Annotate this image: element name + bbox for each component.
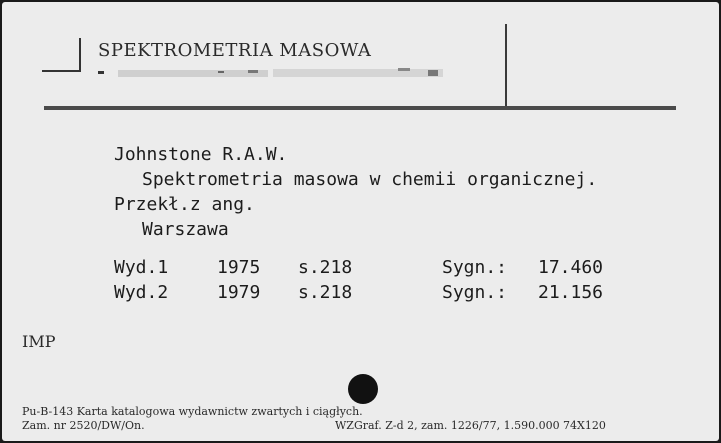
edition-2-sygn: 21.156 (538, 282, 604, 303)
vertical-rule (505, 24, 507, 106)
book-title: Spektrometria masowa w chemii organicznej. (142, 169, 598, 190)
author: Johnstone R.A.W. (114, 144, 288, 165)
footer-printer-info: WZGraf. Z-d 2, zam. 1226/77, 1.590.000 74X120 (335, 419, 606, 432)
footer-order-number: Zam. nr 2520/DW/On. (22, 419, 145, 432)
edition-2-pages: s.218 (298, 282, 353, 303)
smudged-subheading (98, 66, 443, 80)
edition-1-sygn: 17.460 (538, 257, 604, 278)
edition-2-label: Wyd.2 (114, 282, 169, 303)
edition-2-sygn-label: Sygn.: (442, 282, 508, 303)
punch-hole (348, 374, 378, 404)
translation-note: Przekł.z ang. (114, 194, 255, 215)
footer-line-1: Pu-B-143 Karta katalogowa wydawnictw zwartych i ciągłych. (22, 405, 363, 418)
subject-heading: SPEKTROMETRIA MASOWA (98, 40, 372, 61)
publication-place: Warszawa (142, 219, 229, 240)
edition-2-year: 1979 (217, 282, 261, 303)
catalog-card (2, 2, 719, 441)
edition-1-sygn-label: Sygn.: (442, 257, 508, 278)
corner-bracket (42, 38, 81, 72)
edition-1-pages: s.218 (298, 257, 353, 278)
horizontal-rule (44, 106, 676, 110)
edition-1-year: 1975 (217, 257, 261, 278)
imp-stamp: IMP (22, 332, 56, 351)
edition-1-label: Wyd.1 (114, 257, 169, 278)
